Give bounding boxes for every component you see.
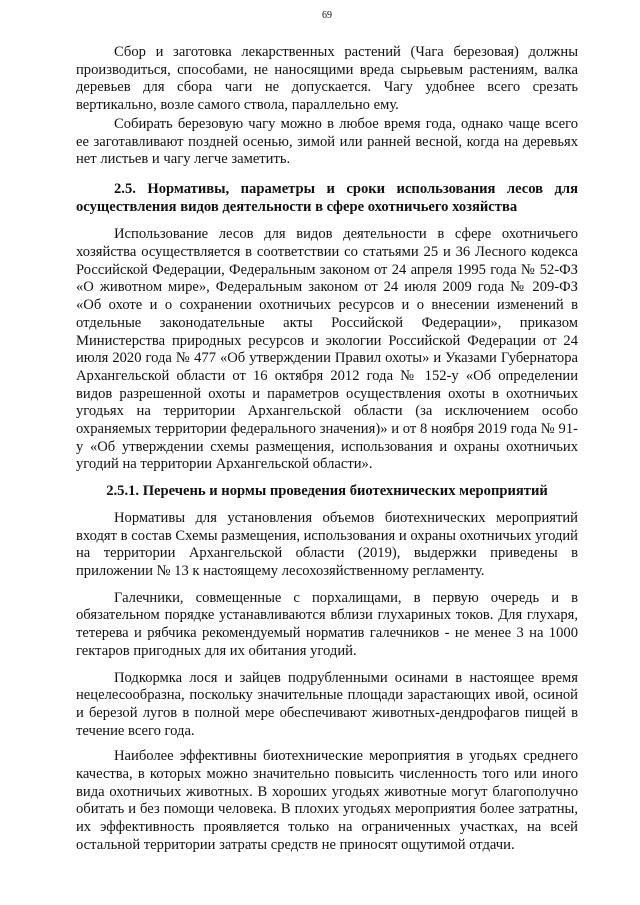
section-heading-2-5: 2.5. Нормативы, параметры и сроки использования лесов для осуществления видов деятельности в сфере охотничьего хозяйства — [76, 180, 578, 215]
section-heading-2-5-1: 2.5.1. Перечень и нормы проведения биотехнических мероприятий — [106, 483, 548, 500]
paragraph-hunting-legal-basis: Использование лесов для видов деятельности в сфере охотничьего хозяйства осуществляется в соответствии со статьями 25 и 36 Лесного кодекса Российской Федерации, Федеральным законом от 24 апреля 1995 года № 52-ФЗ «О животном мире», Федеральным законом от 24 июля 2009 года № 209-ФЗ «Об охоте и о сохранении охотничьих ресурсов и о внесении изменений в отдельные законодательные акты Российской Федерации», приказом Министерства природных ресурсов и экологии Российской Федерации от 24 июля 2020 года № 477 «Об утверждении Правил охоты» и Указами Губернатора Архангельской области от 16 октября 2012 года № 152-у «Об определении видов разрешенной охоты и параметров осуществления охоты в охотничьих угодьях на территории Архангельской области (за исключением особо охраняемых территории федерального значения)» и от 8 ноября 2019 года № 91-у «Об утверждении схемы размещения, использования и охраны охотничьих угодий на территории Архангельской области». — [76, 226, 578, 473]
document-body — [76, 44, 578, 855]
paragraph-chaga-season: Собирать березовую чагу можно в любое время года, однако чаще всего ее заготавливают поздней осенью, зимой или ранней весной, когда на деревьях нет листьев и чагу легче заметить. — [76, 115, 578, 168]
paragraph-effective-measures: Наиболее эффективны биотехнические мероприятия в угодьях среднего качества, в которых можно значительно повысить численность того или иного вида охотничьих животных. В хороших угодьях животные могут благополучно обитать и без помощи человека. В плохих угодьях мероприятия более затратны, их эффективность проявляется только на ограниченных участках, на всей остальной территории затраты средств не приносят ощутимой отдачи. — [76, 748, 578, 853]
paragraph-biotechnical-norms: Нормативы для установления объемов биотехнических мероприятий входят в состав Схемы размещения, использования и охраны охотничьих угодий на территории Архангельской области (2019), выдержки приведены в приложении № 13 к настоящему лесохозяйственному регламенту. — [76, 509, 578, 579]
page-number: 69 — [322, 10, 332, 21]
paragraph-chaga-harvesting: Сбор и заготовка лекарственных растений (Чага березовая) должны производиться, способами, не наносящими вреда сырьевым растениям, валка деревьев для сбора чаги не допускается. Чагу удобнее всего срезать вертикально, возле самого ствола, параллельно ему. — [76, 44, 578, 114]
paragraph-gravel-sites: Галечники, совмещенные с порхалищами, в первую очередь и в обязательном порядке устанавливаются вблизи глухариных токов. Для глухаря, тетерева и рябчика рекомендуемый норматив галечников - не менее 3 на 1000 гектаров пригодных для их обитания угодий. — [76, 589, 578, 659]
paragraph-moose-feeding: Подкормка лося и зайцев подрубленными осинами в настоящее время нецелесообразна, поскольку значительные площади зарастающих ивой, осиной и березой лугов в полной мере обеспечивают животных-дендрофагов пищей в течение всего года. — [76, 669, 578, 739]
